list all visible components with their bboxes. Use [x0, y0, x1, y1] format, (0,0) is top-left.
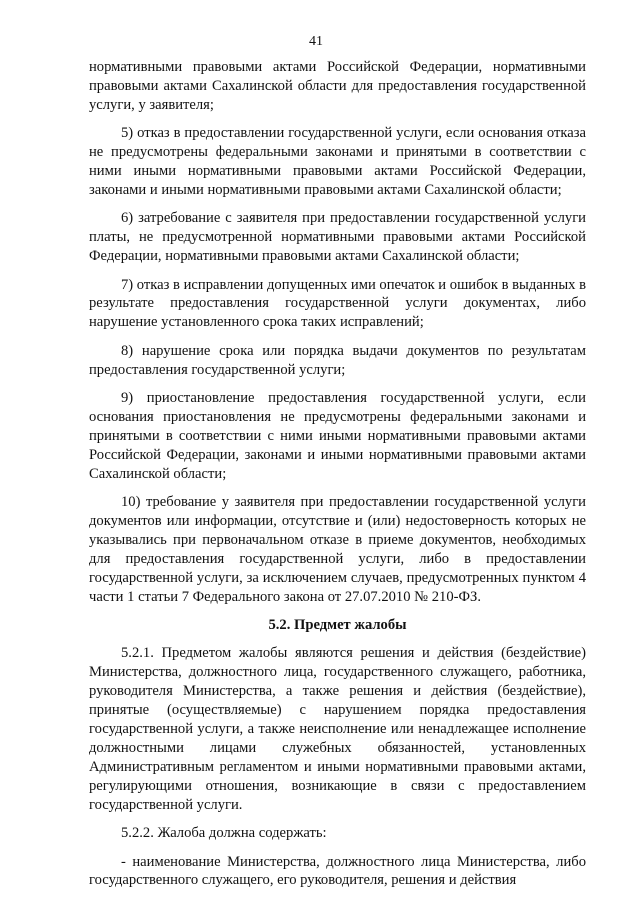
page-number: 41 — [309, 34, 323, 49]
paragraph-item-5: 5) отказ в предоставлении государственной услуги, если основания отказа не предусмотрены федеральными законами и принятыми в соответствии с ними иными нормативными правовыми актами Российской Федерации, законами и иными нормативными правовыми актами Сахалинской области; — [89, 125, 586, 198]
paragraph-continuation: нормативными правовыми актами Российской Федерации, нормативными правовыми актами Сахалинской области для предоставления государственной услуги, у заявителя; — [89, 59, 586, 113]
paragraph-5-2-2: 5.2.2. Жалоба должна содержать: — [121, 825, 327, 842]
paragraph-5-2-1: 5.2.1. Предметом жалобы являются решения и действия (бездействие) Министерства, должностного лица, государственного служащего, работника, руководителя Министерства, а также решения и действия (бездействие), принятые (осуществляемые) с нарушением порядка предоставления государственной услуги, а также неисполнение или ненадлежащее исполнение должностными лицами служебных обязанностей, установленных Административным регламентом и иными нормативными правовыми актами, регулирующими отношения, возникающие в связи с предоставлением государственной услуги. — [89, 645, 586, 813]
paragraph-item-9: 9) приостановление предоставления государственной услуги, если основания приостановления не предусмотрены федеральными законами и принятыми в соответствии с ними иными нормативными правовыми актами Российской Федерации, законами и иными нормативными правовыми актами Сахалинской области; — [89, 390, 586, 482]
paragraph-item-10: 10) требование у заявителя при предоставлении государственной услуги документов или информации, отсутствие и (или) недостоверность которых не указывались при первоначальном отказе в приеме документов, необходимых для предоставления государственной услуги, либо в предоставлении государственной услуги, за исключением случаев, предусмотренных пунктом 4 части 1 статьи 7 Федерального закона от 27.07.2010 № 210-ФЗ. — [89, 494, 586, 605]
paragraph-item-6: 6) затребование с заявителя при предоставлении государственной услуги платы, не предусмотренной нормативными правовыми актами Российской Федерации, нормативными правовыми актами Сахалинской области; — [89, 210, 586, 265]
document-body — [89, 58, 586, 900]
paragraph-list-item: - наименование Министерства, должностного лица Министерства, либо государственного служащего, его руководителя, решения и действия — [89, 853, 586, 889]
paragraph-item-7: 7) отказ в исправлении допущенных ими опечаток и ошибок в выданных в результате предоставления государственной услуги документах, либо нарушение установленного срока таких исправлений; — [89, 276, 586, 331]
paragraph-item-8: 8) нарушение срока или порядка выдачи документов по результатам предоставления государственной услуги; — [89, 342, 586, 378]
section-heading: 5.2. Предмет жалобы — [268, 617, 407, 634]
